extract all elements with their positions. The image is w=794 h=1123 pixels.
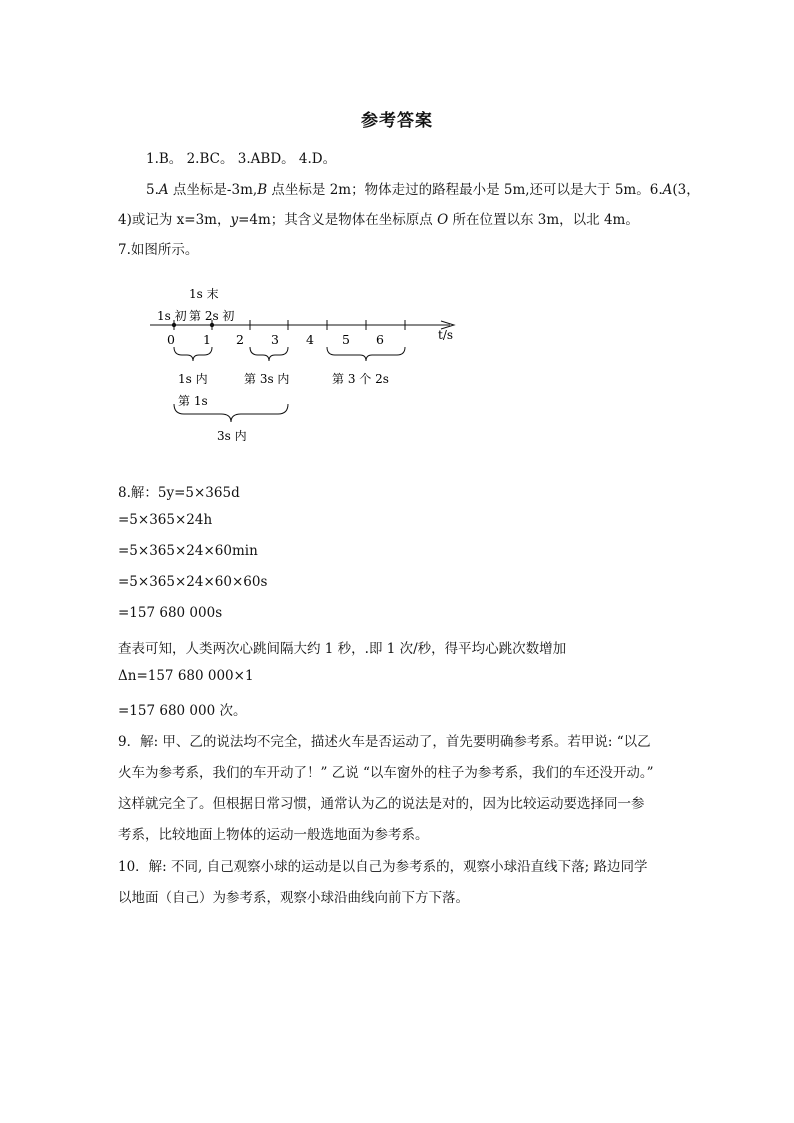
answer-5-text-c: 点坐标是 2m；物体走过的路程最小是 5m,还可以是大于 5m。6. (267, 182, 663, 198)
label-3rd-2s: 第 3 个 2s (332, 372, 389, 386)
answer-8-line-3: =5×365×24×60min (118, 543, 258, 559)
answer-7: 7.如图所示。 (118, 242, 199, 258)
answer-6-text-b: =4m；其含义是物体在坐标原点 (238, 212, 438, 228)
brace-3rd-2s (327, 347, 405, 361)
origin-o-italic: O (437, 212, 449, 228)
time-axis-diagram (0, 0, 794, 460)
answer-6-text-c: 所在位置以东 3m，以北 4m。 (448, 212, 639, 228)
answer-8-line-7: Δn=157 680 000×1 (118, 668, 254, 684)
point-0 (172, 323, 176, 327)
tick-label-5: 5 (342, 332, 350, 347)
tick-label-1: 1 (203, 332, 211, 347)
brace-1s-within (174, 347, 212, 361)
label-1s-end: 1s 末 (189, 287, 219, 301)
point-b-italic: B (257, 182, 268, 198)
answer-5-text-b: 点坐标是-3m, (168, 182, 258, 198)
label-1s-start: 1s 初 (157, 309, 187, 323)
point-1 (210, 323, 214, 327)
answer-8-line-6: 查表可知，人类两次心跳间隔大约 1 秒，.即 1 次/秒，得平均心跳次数增加 (118, 641, 567, 657)
axis-unit: t/s (438, 328, 454, 342)
answer-8-line-4: =5×365×24×60×60s (118, 574, 268, 590)
answer-8-line-2: =5×365×24h (118, 512, 213, 528)
brace-3rd-s (250, 347, 288, 361)
answer-10-line-1: 10．解: 不同, 自己观察小球的运动是以自己为参考系的，观察小球沿直线下落; 路边同学 (118, 859, 648, 875)
answer-8-line-5: =157 680 000s (118, 605, 223, 621)
page-title: 参考答案 (361, 111, 433, 131)
answer-9-line-2: 火车为参考系，我们的车开动了！” 乙说 “以车窗外的柱子为参考系，我们的车还没开动。” (118, 765, 654, 781)
answer-9-line-4: 考系，比较地面上物体的运动一般选地面为参考系。 (118, 827, 429, 843)
answer-9-line-3: 这样就完全了。但根据日常习惯，通常认为乙的说法是对的，因为比较运动要选择同一参 (118, 796, 645, 812)
tick-label-6: 6 (376, 332, 384, 347)
answer-5-text-d: (3， (672, 182, 700, 198)
label-1s-within: 1s 内 (178, 372, 208, 386)
point-a2-italic: A (662, 182, 673, 198)
answer-5-prefix: 5. (146, 182, 159, 198)
y-italic: y (230, 212, 239, 228)
answer-10-line-2: 以地面（自己）为参考系，观察小球沿曲线向前下方下落。 (118, 890, 469, 906)
answer-8-line-1: 8.解：5y=5×365d (118, 485, 240, 501)
tick-label-3: 3 (271, 332, 279, 347)
answer-8-line-8: =157 680 000 次。 (118, 703, 247, 719)
label-3s-within: 3s 内 (217, 429, 247, 443)
point-a-italic: A (158, 182, 169, 198)
tick-label-4: 4 (306, 332, 314, 347)
tick-label-2: 2 (236, 332, 244, 347)
label-2s-start: 第 2s 初 (189, 309, 235, 323)
answer-6-text-a: 4)或记为 x=3m， (118, 212, 231, 228)
tick-label-0: 0 (167, 332, 175, 347)
answers-1-4: 1.B。 2.BC。 3.ABD。 4.D。 (146, 151, 337, 167)
label-3rd-s: 第 3s 内 (244, 372, 290, 386)
answer-9-line-1: 9．解: 甲、乙的说法均不完全，描述火车是否运动了，首先要明确参考系。若甲说: “以乙 (118, 734, 651, 750)
label-first-s: 第 1s (178, 394, 208, 408)
